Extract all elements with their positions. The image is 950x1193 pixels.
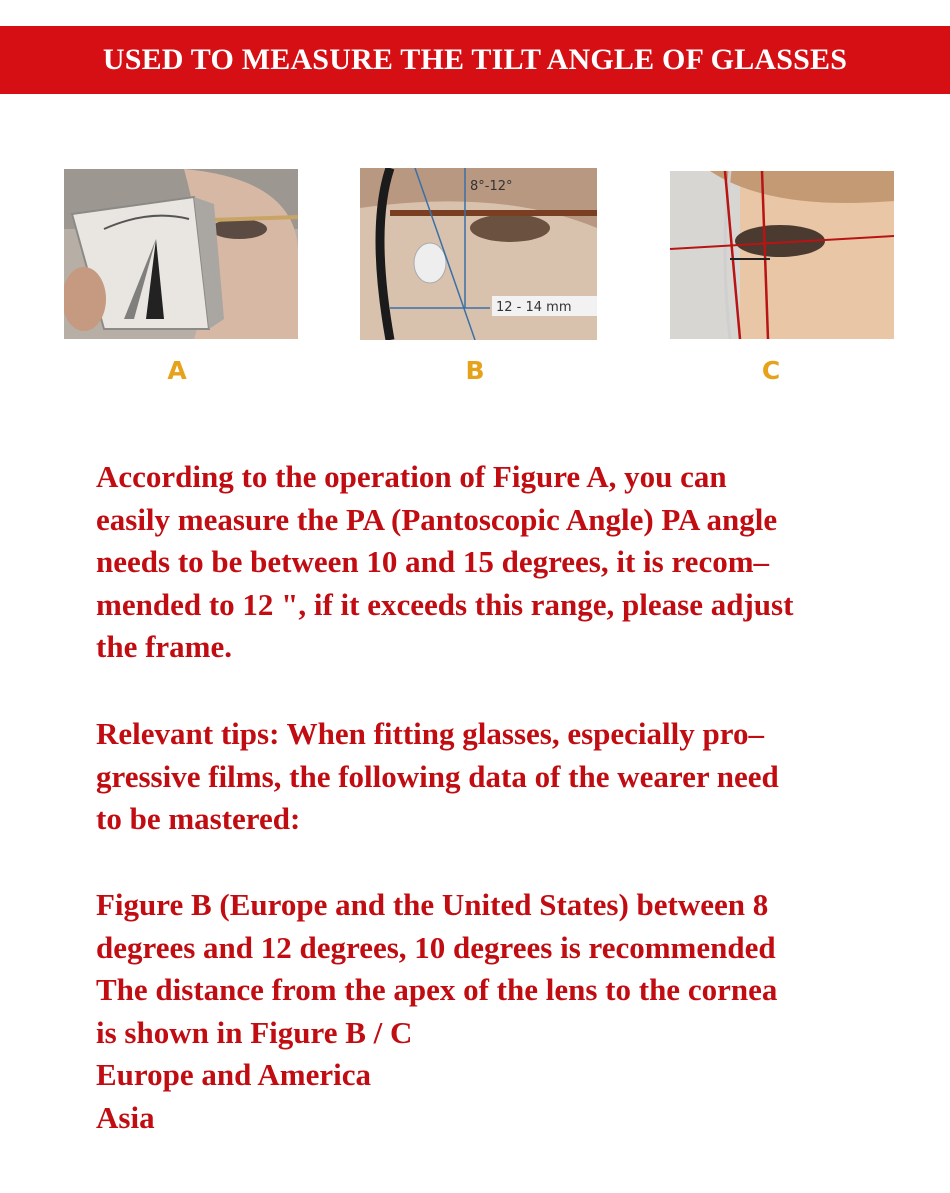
figure-c-photo (670, 171, 894, 339)
page-title: USED TO MEASURE THE TILT ANGLE OF GLASSES (102, 43, 848, 76)
distance-annotation: 12 - 14 mm (496, 300, 572, 315)
text-line: easily measure the PA (Pantoscopic Angle) PA angle (96, 501, 778, 537)
text-line: needs to be between 10 and 15 degrees, it is recom– (96, 544, 770, 579)
text-line: According to the operation of Figure A, you can (96, 459, 727, 494)
text-line: degrees and 12 degrees, 10 degrees is recommended (96, 929, 776, 965)
paragraph-relevant-tips (96, 713, 896, 841)
figure-a-photo (64, 169, 298, 339)
text-line: to be mastered: (96, 801, 301, 836)
text-line: Relevant tips: When fitting glasses, especially pro– (96, 716, 764, 751)
text-line: gressive films, the following data of the wearer need (96, 758, 779, 794)
text-line: Europe and America (96, 1057, 371, 1092)
text-line: mended to 12 ", if it exceeds this range, please adjust (96, 586, 794, 622)
figure-c-label: C (761, 356, 781, 385)
title-banner (0, 26, 950, 94)
figure-b-label: B (465, 356, 485, 385)
text-line: Asia (96, 1099, 155, 1135)
figure-a-label: A (167, 356, 187, 385)
text-line: The distance from the apex of the lens to the cornea (96, 972, 778, 1007)
text-line: the frame. (96, 629, 232, 664)
figure-b-photo (360, 168, 597, 340)
paragraph-pantoscopic-angle (96, 456, 896, 669)
text-line: Figure B (Europe and the United States) between 8 (96, 887, 769, 922)
paragraph-figure-b-details (96, 884, 896, 1139)
angle-annotation: 8°-12° (470, 179, 513, 194)
text-line: is shown in Figure B / C (96, 1014, 413, 1050)
